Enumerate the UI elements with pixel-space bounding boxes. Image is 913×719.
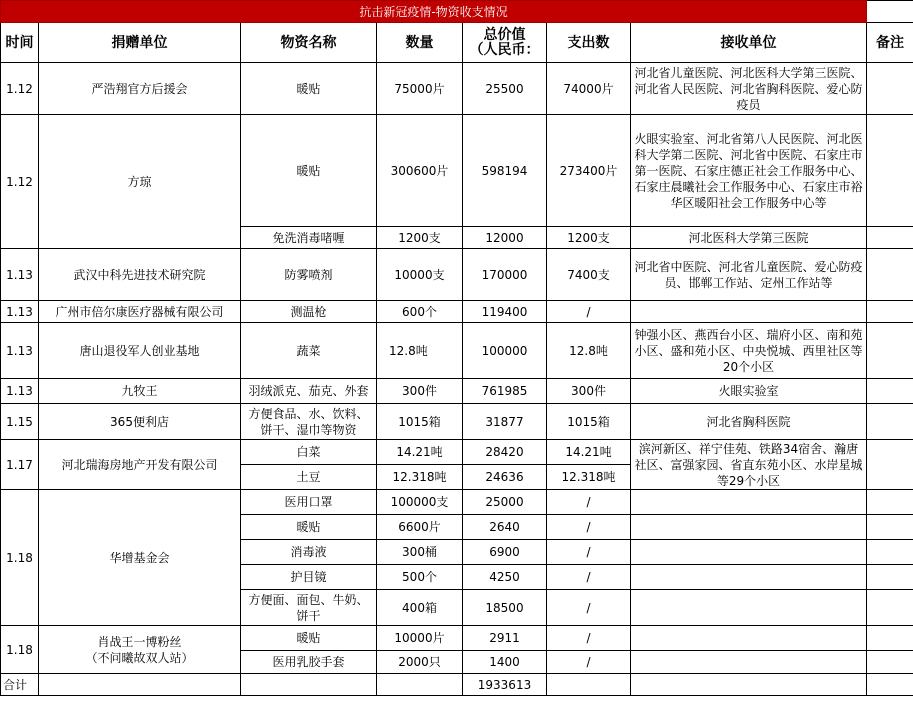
cell-item[interactable]: 土豆 (241, 465, 377, 490)
header-date[interactable]: 时间 (1, 23, 39, 63)
cell-recipient[interactable] (631, 626, 867, 651)
cell-item[interactable]: 免洗消毒啫喱 (241, 227, 377, 249)
cell-recipient[interactable]: 河北医科大学第三医院 (631, 227, 867, 249)
table-row (1, 323, 913, 379)
cell-item[interactable]: 暖贴 (241, 115, 377, 227)
header-notes[interactable]: 备注 (867, 23, 913, 63)
cell-quantity[interactable]: 300桶 (377, 540, 463, 565)
cell-quantity[interactable]: 300件 (377, 379, 463, 404)
header-value[interactable]: 总价值 （人民币： (463, 23, 547, 63)
cell-value[interactable]: 25000 (463, 490, 547, 515)
cell-value[interactable]: 18500 (463, 590, 547, 626)
cell-date[interactable]: 1.13 (1, 323, 39, 379)
cell-item[interactable]: 羽绒派克、茄克、外套 (241, 379, 377, 404)
cell-note[interactable] (867, 651, 913, 674)
cell-donor[interactable]: 严浩翔官方后援会 (39, 63, 241, 115)
cell-outflow[interactable]: / (547, 651, 631, 674)
table-row (1, 490, 913, 515)
cell-value[interactable]: 761985 (463, 379, 547, 404)
header-item[interactable]: 物资名称 (241, 23, 377, 63)
cell-outflow[interactable]: 12.318吨 (547, 465, 631, 490)
cell-quantity[interactable]: 400箱 (377, 590, 463, 626)
cell-recipient[interactable]: 滨河新区、祥宁佳苑、铁路34宿舍、瀚唐社区、富强家园、省直东苑小区、水岸星城等29个小区 (631, 440, 867, 490)
cell-value[interactable]: 119400 (463, 301, 547, 323)
cell-outflow[interactable]: 12.8吨 (547, 323, 631, 379)
cell-donor[interactable]: 武汉中科先进技术研究院 (39, 249, 241, 301)
cell-quantity[interactable]: 12.8吨 (377, 323, 463, 379)
table-row (1, 379, 913, 404)
table-row (1, 63, 913, 115)
cell-note[interactable] (867, 63, 913, 115)
cell-recipient[interactable]: 火眼实验室、河北省第八人民医院、河北医科大学第二医院、河北省中医院、石家庄市第一医院、石家庄德正社会工作服务中心、石家庄晨曦社会工作服务中心、石家庄市裕华区暖阳社会工作服务中心等 (631, 115, 867, 227)
cell-recipient[interactable] (631, 515, 867, 540)
total-value[interactable]: 1933613 (463, 674, 547, 696)
cell-note[interactable] (867, 115, 913, 227)
table-row (1, 301, 913, 323)
cell-quantity[interactable]: 300600片 (377, 115, 463, 227)
cell-quantity[interactable]: 100000支 (377, 490, 463, 515)
cell-outflow[interactable]: 1200支 (547, 227, 631, 249)
cell-date[interactable]: 1.18 (1, 626, 39, 674)
cell-donor[interactable]: 河北瑞海房地产开发有限公司 (39, 440, 241, 490)
total-row (1, 674, 913, 696)
table-row (1, 440, 913, 465)
cell-quantity[interactable]: 500个 (377, 565, 463, 590)
cell-item[interactable]: 蔬菜 (241, 323, 377, 379)
cell-donor[interactable]: 唐山退役军人创业基地 (39, 323, 241, 379)
cell-note[interactable] (867, 379, 913, 404)
header-recipient[interactable]: 接收单位 (631, 23, 867, 63)
cell-outflow[interactable]: 1015箱 (547, 404, 631, 440)
cell-note[interactable] (867, 515, 913, 540)
cell-value[interactable]: 2640 (463, 515, 547, 540)
cell-recipient[interactable]: 火眼实验室 (631, 379, 867, 404)
cell-recipient[interactable] (631, 490, 867, 515)
cell-value[interactable]: 4250 (463, 565, 547, 590)
cell-value[interactable]: 12000 (463, 227, 547, 249)
cell-donor[interactable]: 方琼 (39, 115, 241, 249)
cell-outflow[interactable]: / (547, 490, 631, 515)
cell-note[interactable] (867, 227, 913, 249)
total-label[interactable]: 合计 (1, 674, 39, 696)
cell-value[interactable]: 24636 (463, 465, 547, 490)
blank-cell[interactable] (547, 674, 631, 696)
cell-item[interactable]: 医用乳胶手套 (241, 651, 377, 674)
cell-item[interactable]: 测温枪 (241, 301, 377, 323)
cell-quantity[interactable]: 12.318吨 (377, 465, 463, 490)
cell-item[interactable]: 白菜 (241, 440, 377, 465)
cell-note[interactable] (867, 301, 913, 323)
cell-item[interactable]: 消毒液 (241, 540, 377, 565)
cell-note[interactable] (867, 249, 913, 301)
cell-donor[interactable]: 肖战王一博粉丝 （不问曦故双人站） (39, 626, 241, 674)
cell-date[interactable]: 1.17 (1, 440, 39, 490)
cell-item[interactable]: 防雾喷剂 (241, 249, 377, 301)
cell-recipient[interactable] (631, 540, 867, 565)
cell-recipient[interactable] (631, 565, 867, 590)
table-row (1, 115, 913, 227)
cell-note[interactable] (867, 626, 913, 651)
cell-date[interactable]: 1.13 (1, 379, 39, 404)
cell-value[interactable]: 25500 (463, 63, 547, 115)
cell-note[interactable] (867, 590, 913, 626)
sheet-title[interactable]: 抗击新冠疫情-物资收支情况 (1, 1, 867, 23)
cell-value[interactable]: 28420 (463, 440, 547, 465)
cell-value[interactable]: 6900 (463, 540, 547, 565)
table-row (1, 626, 913, 651)
table-row (1, 249, 913, 301)
cell-date[interactable]: 1.12 (1, 115, 39, 249)
cell-date[interactable]: 1.12 (1, 63, 39, 115)
cell-outflow[interactable]: 7400支 (547, 249, 631, 301)
cell-note[interactable] (867, 490, 913, 515)
cell-note[interactable] (867, 440, 913, 490)
cell-outflow[interactable]: / (547, 540, 631, 565)
cell-quantity[interactable]: 600个 (377, 301, 463, 323)
cell-quantity[interactable]: 10000支 (377, 249, 463, 301)
cell-recipient[interactable]: 河北省中医院、河北省儿童医院、爱心防疫员、邯郸工作站、定州工作站等 (631, 249, 867, 301)
cell-outflow[interactable]: 14.21吨 (547, 440, 631, 465)
cell-item[interactable]: 方便食品、水、饮料、饼干、湿巾等物资 (241, 404, 377, 440)
cell-outflow[interactable]: / (547, 515, 631, 540)
cell-date[interactable]: 1.13 (1, 301, 39, 323)
blank-cell[interactable] (867, 674, 913, 696)
header-outflow[interactable]: 支出数 (547, 23, 631, 63)
cell-value[interactable]: 598194 (463, 115, 547, 227)
cell-quantity[interactable]: 2000只 (377, 651, 463, 674)
cell-quantity[interactable]: 1015箱 (377, 404, 463, 440)
cell-value[interactable]: 2911 (463, 626, 547, 651)
cell-value[interactable]: 100000 (463, 323, 547, 379)
cell-recipient[interactable] (631, 301, 867, 323)
cell-note[interactable] (867, 565, 913, 590)
cell-donor[interactable]: 广州市倍尔康医疗器械有限公司 (39, 301, 241, 323)
cell-outflow[interactable]: / (547, 301, 631, 323)
cell-value[interactable]: 1400 (463, 651, 547, 674)
cell-outflow[interactable]: 273400片 (547, 115, 631, 227)
cell-date[interactable]: 1.15 (1, 404, 39, 440)
cell-value[interactable]: 170000 (463, 249, 547, 301)
cell-quantity[interactable]: 6600片 (377, 515, 463, 540)
cell-note[interactable] (867, 404, 913, 440)
cell-date[interactable]: 1.13 (1, 249, 39, 301)
cell-note[interactable] (867, 540, 913, 565)
cell-quantity[interactable]: 14.21吨 (377, 440, 463, 465)
cell-quantity[interactable]: 10000片 (377, 626, 463, 651)
cell-outflow[interactable]: / (547, 590, 631, 626)
blank-cell[interactable] (377, 674, 463, 696)
cell-item[interactable]: 暖贴 (241, 626, 377, 651)
cell-outflow[interactable]: / (547, 565, 631, 590)
cell-item[interactable]: 护目镜 (241, 565, 377, 590)
cell-outflow[interactable]: / (547, 626, 631, 651)
cell-donor[interactable]: 365便利店 (39, 404, 241, 440)
cell-item[interactable]: 医用口罩 (241, 490, 377, 515)
cell-outflow[interactable]: 300件 (547, 379, 631, 404)
cell-item[interactable]: 暖贴 (241, 63, 377, 115)
cell-quantity[interactable]: 1200支 (377, 227, 463, 249)
cell-note[interactable] (867, 323, 913, 379)
blank-cell[interactable] (241, 674, 377, 696)
cell-recipient[interactable]: 河北省儿童医院、河北医科大学第三医院、河北省人民医院、河北省胸科医院、爱心防疫员 (631, 63, 867, 115)
cell-item[interactable]: 方便面、面包、牛奶、饼干 (241, 590, 377, 626)
cell-recipient[interactable]: 钟强小区、燕西台小区、瑞府小区、南和苑小区、盛和苑小区、中央悦城、西里社区等20个小区 (631, 323, 867, 379)
header-quantity[interactable]: 数量 (377, 23, 463, 63)
cell-recipient[interactable] (631, 590, 867, 626)
table-row (1, 404, 913, 440)
cell-donor[interactable]: 九牧王 (39, 379, 241, 404)
cell-recipient[interactable] (631, 651, 867, 674)
cell-recipient[interactable]: 河北省胸科医院 (631, 404, 867, 440)
header-donor[interactable]: 捐赠单位 (39, 23, 241, 63)
cell-value[interactable]: 31877 (463, 404, 547, 440)
blank-cell[interactable] (39, 674, 241, 696)
cell-quantity[interactable]: 75000片 (377, 63, 463, 115)
cell-outflow[interactable]: 74000片 (547, 63, 631, 115)
blank-cell[interactable] (631, 674, 867, 696)
cell-donor[interactable]: 华增基金会 (39, 490, 241, 626)
cell-date[interactable]: 1.18 (1, 490, 39, 626)
blank-cell[interactable] (867, 1, 913, 23)
cell-item[interactable]: 暖贴 (241, 515, 377, 540)
